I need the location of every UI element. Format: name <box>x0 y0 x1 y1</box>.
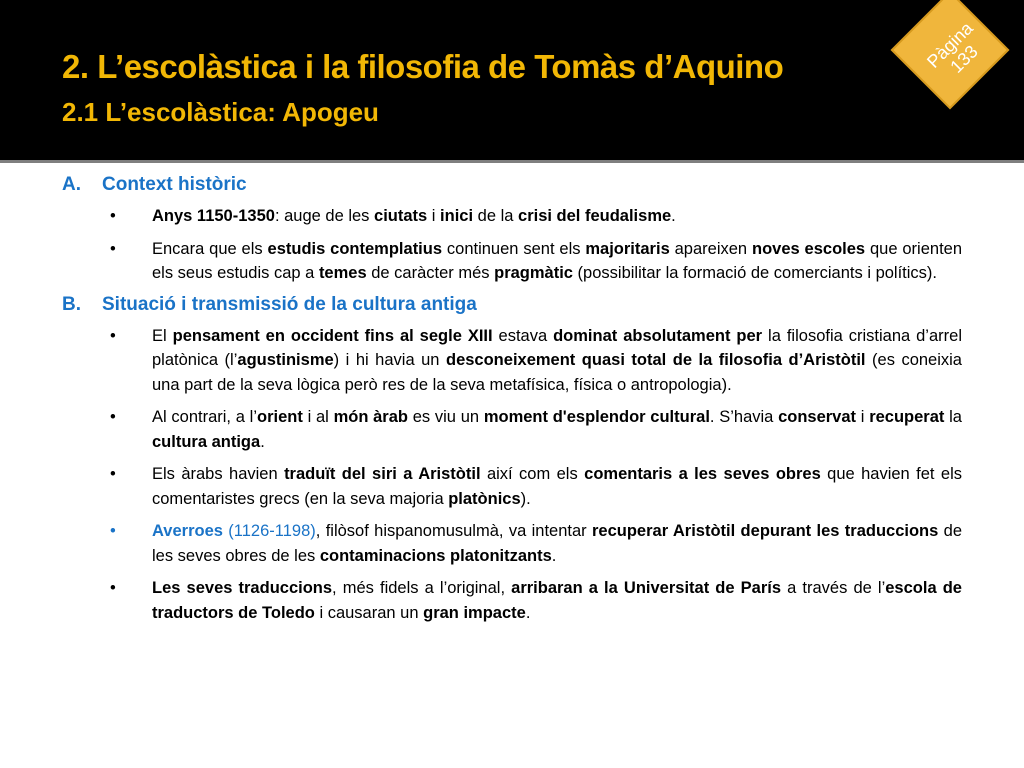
text-run: la <box>944 408 962 426</box>
bullet-item <box>62 204 962 229</box>
text-run: es viu un <box>407 408 484 426</box>
bold-text: contaminacions platonitzants <box>319 546 552 565</box>
bold-text: noves escoles <box>751 239 866 258</box>
text-run: de caràcter més <box>366 264 495 282</box>
bold-text: traduït del siri a Aristòtil <box>284 465 481 483</box>
text-run: i <box>856 408 870 426</box>
text-run: Encara que els <box>152 239 268 258</box>
bold-text: Les seves traduccions <box>152 579 333 597</box>
bullet-icon: • <box>110 522 116 540</box>
text-run: , filòsof hispanomusulmà, va intentar <box>315 522 592 540</box>
text-run: ). <box>520 489 531 508</box>
text-run: i al <box>302 408 334 426</box>
bullet-icon: • <box>110 408 116 426</box>
text-run: la filosofia cristiana d’arrel platònica (l’ <box>152 326 962 369</box>
page-badge-label: Pàgina 133 <box>923 18 982 77</box>
title-bar <box>0 0 1024 160</box>
bullet-icon: • <box>110 326 116 345</box>
bold-text: moment d'esplendor cultural <box>483 408 710 426</box>
slide-content <box>62 170 962 633</box>
text-run: de les seves obres de les <box>152 522 963 565</box>
text-run: estava <box>492 326 554 345</box>
text-run: i <box>427 207 441 225</box>
bullet-icon: • <box>110 465 116 483</box>
text-run: Al contrari, a l’ <box>152 408 257 426</box>
bullet-item <box>62 405 962 454</box>
bold-text: recuperar Aristòtil depurant les traduccions <box>592 522 939 540</box>
text-run: : auge de les <box>274 207 375 225</box>
bold-text: majoritaris <box>585 239 670 258</box>
text-run: . <box>551 546 557 565</box>
text-run: . <box>525 603 531 622</box>
bold-text: estudis contemplatius <box>267 239 443 258</box>
text-run: . S’havia <box>709 408 779 426</box>
bold-text: cultura antiga <box>152 432 261 451</box>
bullet-item <box>62 462 962 511</box>
bold-text: agustinisme <box>237 351 334 369</box>
bold-text: temes <box>318 264 367 282</box>
slide-subtitle: 2.1 L’escolàstica: Apogeu <box>62 97 379 127</box>
bold-text: gran impacte <box>423 603 526 622</box>
text-run: que havien fet els comentaristes grecs (en la seva majoria <box>152 465 962 508</box>
bullet-item <box>62 324 962 398</box>
text-run: , més fidels a l’original, <box>332 579 512 597</box>
bold-text: conservat <box>778 408 857 426</box>
bold-text: arribaran a la Universitat de París <box>511 579 782 597</box>
text-run: (possibilitar la formació de comerciants i polítics). <box>572 264 938 282</box>
text-run: Els àrabs havien <box>152 465 285 483</box>
bold-text: platònics <box>448 489 521 508</box>
text-run: El <box>152 326 173 345</box>
text-run: (es coneixia una part de la seva lògica però res de la seva metafísica, física o antropologia). <box>152 351 962 394</box>
bold-text: món àrab <box>333 408 408 426</box>
text-run: ) i hi havia un <box>333 351 446 369</box>
text-run: de la <box>473 207 519 225</box>
bold-text: desconeixement quasi total de la filosofia d’Aristòtil <box>446 351 866 369</box>
section-title: Context històric <box>102 174 247 195</box>
section-letter: A. <box>62 174 81 195</box>
text-run: a través de l’ <box>781 579 886 597</box>
bold-text: pragmàtic <box>494 264 573 282</box>
bold-text: Averroes <box>152 522 223 540</box>
bullet-item <box>62 519 962 568</box>
section-heading-a <box>62 174 962 196</box>
text-run: així com els <box>480 465 585 483</box>
bullet-icon: • <box>110 207 116 225</box>
text-run: continuen sent els <box>442 239 586 258</box>
bold-text: inici <box>440 207 474 225</box>
bullet-icon: • <box>110 239 116 258</box>
bold-text: dominat absolutament per <box>553 326 763 345</box>
header-divider <box>0 160 1024 163</box>
text-run: . <box>671 207 676 225</box>
bold-text: escola de traductors de Toledo <box>152 579 962 622</box>
slide-title: 2. L’escolàstica i la filosofia de Tomàs d’Aquino <box>62 48 784 85</box>
bold-text: Anys 1150-1350 <box>152 207 275 225</box>
bullet-item <box>62 576 962 625</box>
bold-text: ciutats <box>374 207 428 225</box>
text-run: que orienten els seus estudis cap a <box>152 239 963 282</box>
text-run: . <box>260 432 265 451</box>
bold-text: orient <box>257 408 303 426</box>
section-heading-b <box>62 294 962 316</box>
bullet-icon: • <box>110 579 116 597</box>
text-run: apareixen <box>669 239 752 258</box>
text-run: i causaran un <box>314 603 424 622</box>
bold-text: recuperat <box>869 408 945 426</box>
section-letter: B. <box>62 293 81 315</box>
text-run: (1126-1198) <box>222 522 316 540</box>
bold-text: pensament en occident fins al segle XIII <box>172 326 493 345</box>
bullet-item <box>62 237 962 286</box>
bold-text: crisi del feudalisme <box>518 207 672 225</box>
bold-text: comentaris a les seves obres <box>584 465 821 483</box>
section-title: Situació i transmissió de la cultura antiga <box>102 293 477 315</box>
